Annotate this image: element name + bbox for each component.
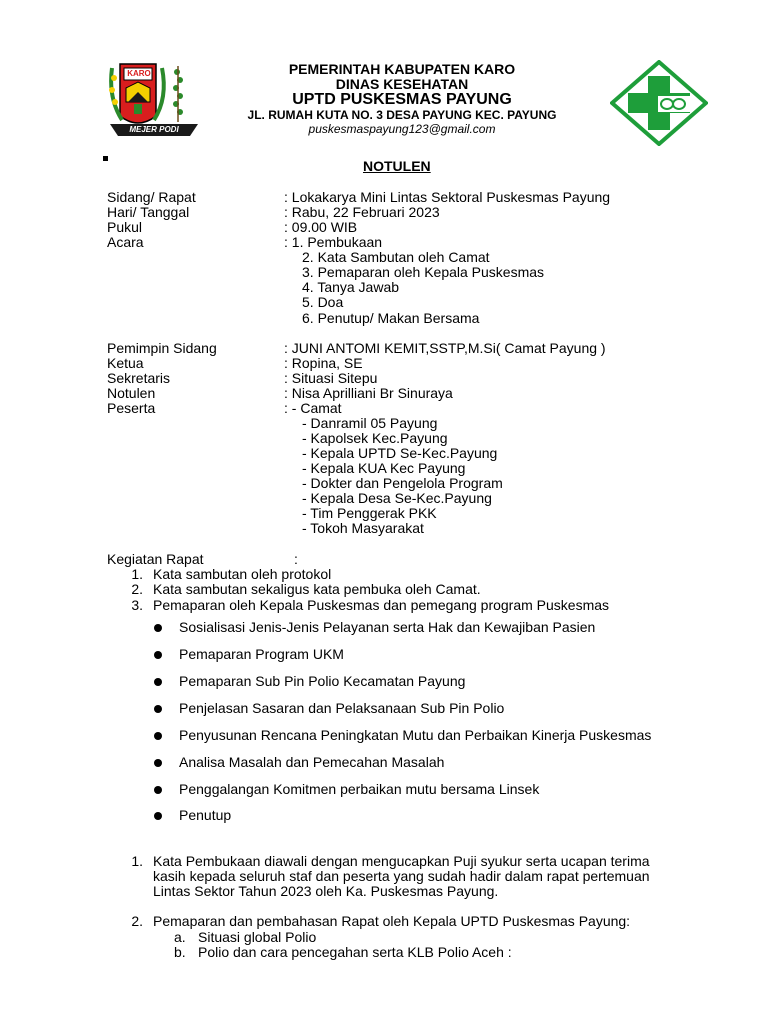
official-value: : Ropina, SE bbox=[284, 355, 363, 371]
bullet-item: Sosialisasi Jenis-Jenis Pelayanan serta Hak dan Kewajiban Pasien bbox=[179, 619, 596, 635]
bullet-dot bbox=[154, 759, 162, 767]
official-value: : Nisa Aprilliani Br Sinuraya bbox=[284, 385, 453, 401]
activities-colon: : bbox=[294, 551, 298, 567]
header-email: puskesmaspayung123@gmail.com bbox=[308, 122, 496, 136]
bullet-dot bbox=[154, 786, 162, 794]
discussion-line: Lintas Sektor Tahun 2023 oleh Ka. Puskesmas Payung. bbox=[153, 883, 499, 899]
participant-item: - Dokter dan Pengelola Program bbox=[302, 475, 503, 491]
official-label: Notulen bbox=[107, 385, 156, 401]
bullet-item: Penutup bbox=[179, 807, 232, 823]
official-value: : - Camat bbox=[284, 400, 342, 416]
bullet-item: Penjelasan Sasaran dan Pelaksanaan Sub Pin Polio bbox=[179, 700, 505, 716]
participant-item: - Tim Penggerak PKK bbox=[302, 505, 437, 521]
sub-item-text: Situasi global Polio bbox=[198, 929, 317, 945]
bullet-item: Analisa Masalah dan Pemecahan Masalah bbox=[179, 754, 445, 770]
official-value: : Situasi Sitepu bbox=[284, 370, 378, 386]
header-address: JL. RUMAH KUTA NO. 3 DESA PAYUNG KEC. PAYUNG bbox=[247, 108, 557, 122]
emblem-banner-text: MEJER PODI bbox=[129, 125, 179, 134]
header-institution: UPTD PUSKESMAS PAYUNG bbox=[292, 91, 512, 108]
activities-label: Kegiatan Rapat bbox=[107, 551, 204, 567]
info-value: : Rabu, 22 Februari 2023 bbox=[284, 204, 440, 220]
activity-number: 3. bbox=[131, 597, 143, 613]
activity-text: Kata sambutan sekaligus kata pembuka oleh Camat. bbox=[153, 581, 481, 597]
document-title: NOTULEN bbox=[363, 158, 431, 174]
bullet-item: Pemaparan Program UKM bbox=[179, 646, 344, 662]
discussion-text: Kata Pembukaan diawali dengan mengucapkan Puji syukur serta ucapan terima bbox=[153, 853, 650, 869]
bullet-item: Penyusunan Rencana Peningkatan Mutu dan Perbaikan Kinerja Puskesmas bbox=[179, 727, 652, 743]
activity-number: 2. bbox=[131, 581, 143, 597]
activity-number: 1. bbox=[131, 566, 143, 582]
agenda-item: 6. Penutup/ Makan Bersama bbox=[302, 310, 480, 326]
sub-item-text: Polio dan cara pencegahan serta KLB Polio Aceh : bbox=[198, 944, 512, 960]
participant-item: - Kepala KUA Kec Payung bbox=[302, 460, 466, 476]
info-value: : Lokakarya Mini Lintas Sektoral Puskesmas Payung bbox=[284, 189, 611, 205]
bullet-dot bbox=[154, 812, 162, 820]
official-label: Ketua bbox=[107, 355, 144, 371]
agenda-item: 4. Tanya Jawab bbox=[302, 279, 400, 295]
header-government: PEMERINTAH KABUPATEN KARO bbox=[288, 61, 516, 77]
participant-item: - Kapolsek Kec.Payung bbox=[302, 430, 448, 446]
bullet-dot bbox=[154, 732, 162, 740]
agenda-item: 5. Doa bbox=[302, 294, 344, 310]
emblem-top-text: KARO bbox=[127, 69, 151, 78]
info-label: Sidang/ Rapat bbox=[107, 189, 196, 205]
official-value: : JUNI ANTOMI KEMIT,SSTP,M.Si( Camat Payung ) bbox=[284, 340, 606, 356]
official-label: Peserta bbox=[107, 400, 156, 416]
info-label: Hari/ Tanggal bbox=[107, 204, 190, 220]
agenda-item: 2. Kata Sambutan oleh Camat bbox=[302, 249, 490, 265]
bullet-dot bbox=[154, 651, 162, 659]
discussion-number: 2. bbox=[131, 913, 143, 929]
info-value: : 09.00 WIB bbox=[284, 219, 358, 235]
info-label: Acara bbox=[107, 234, 144, 250]
participant-item: - Danramil 05 Payung bbox=[302, 415, 438, 431]
bullet-dot bbox=[154, 705, 162, 713]
activity-text: Kata sambutan oleh protokol bbox=[153, 566, 332, 582]
corner-mark bbox=[103, 156, 108, 161]
bullet-dot bbox=[154, 678, 162, 686]
discussion-text: Pemaparan dan pembahasan Rapat oleh Kepala UPTD Puskesmas Payung: bbox=[153, 913, 631, 929]
discussion-line: kasih kepada seluruh staf dan peserta yang sudah hadir dalam rapat pertemuan bbox=[153, 868, 650, 884]
participant-item: - Tokoh Masyarakat bbox=[302, 520, 424, 536]
activity-text: Pemaparan oleh Kepala Puskesmas dan pemegang program Puskesmas bbox=[153, 597, 610, 613]
official-label: Sekretaris bbox=[107, 370, 171, 386]
bullet-dot bbox=[154, 624, 162, 632]
bullet-item: Penggalangan Komitmen perbaikan mutu bersama Linsek bbox=[179, 781, 540, 797]
sub-item-letter: b. bbox=[174, 944, 186, 960]
sub-item-letter: a. bbox=[174, 929, 186, 945]
info-value: : 1. Pembukaan bbox=[284, 234, 383, 250]
official-label: Pemimpin Sidang bbox=[107, 340, 217, 356]
info-label: Pukul bbox=[107, 219, 143, 235]
bullet-item: Pemaparan Sub Pin Polio Kecamatan Payung bbox=[179, 673, 466, 689]
participant-item: - Kepala UPTD Se-Kec.Payung bbox=[302, 445, 498, 461]
discussion-number: 1. bbox=[131, 853, 143, 869]
agenda-item: 3. Pemaparan oleh Kepala Puskesmas bbox=[302, 264, 545, 280]
header-department: DINAS KESEHATAN bbox=[335, 76, 469, 92]
participant-item: - Kepala Desa Se-Kec.Payung bbox=[302, 490, 492, 506]
